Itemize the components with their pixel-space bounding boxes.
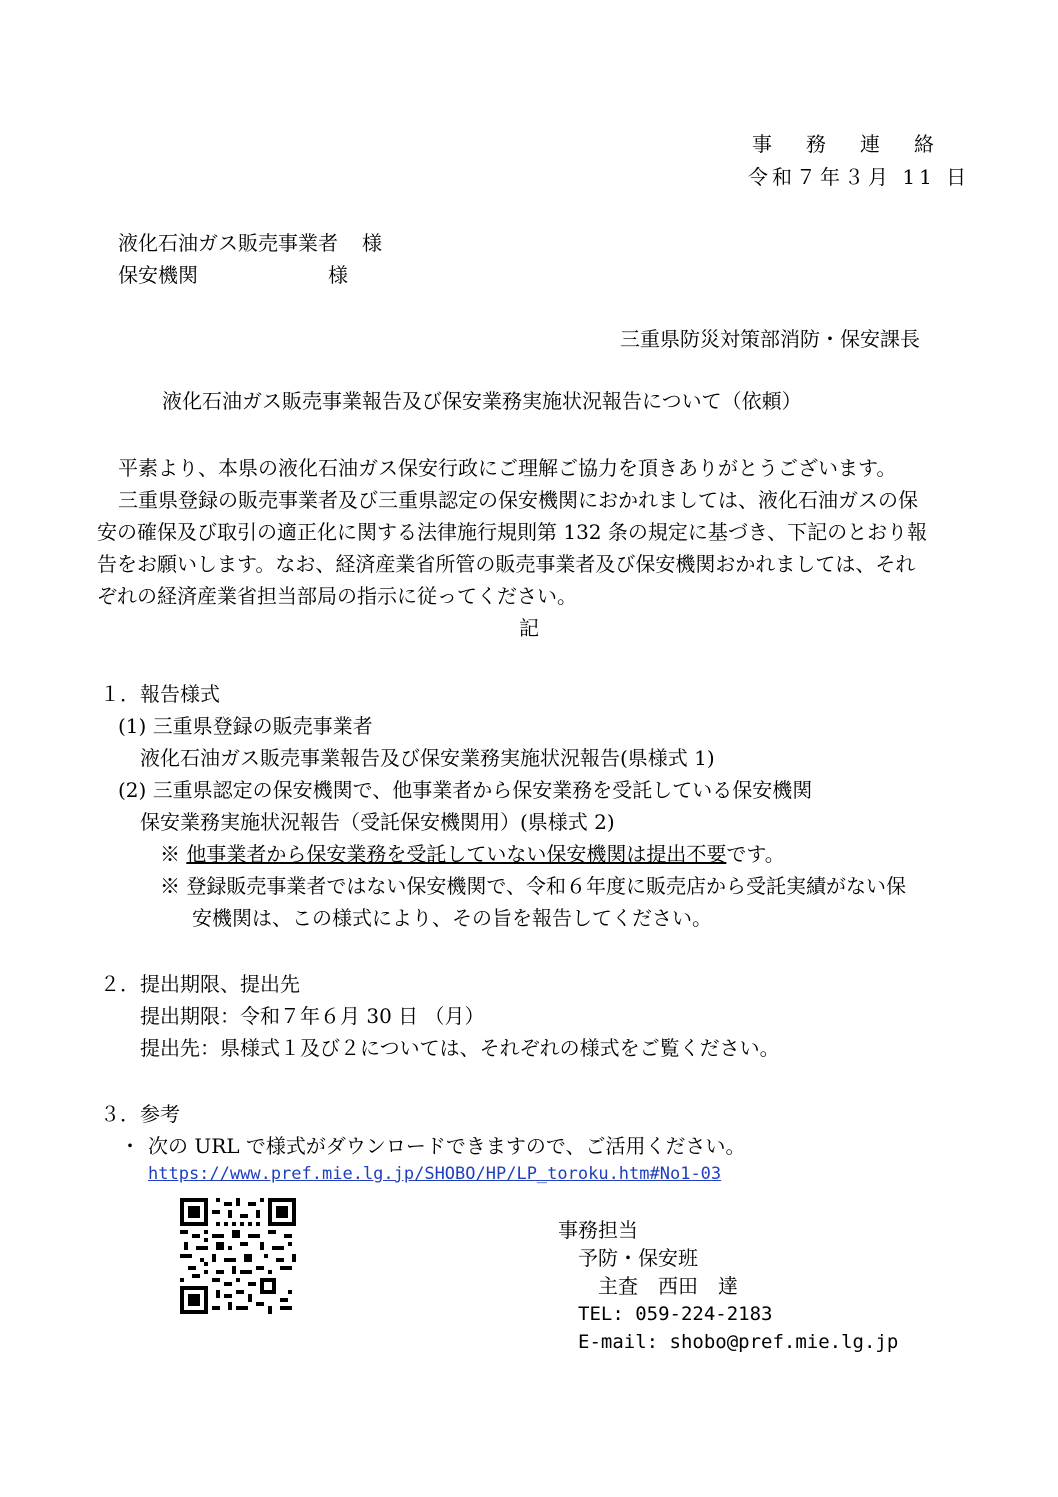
document-title: 液化石油ガス販売事業報告及び保安業務実施状況報告について（依頼） <box>162 389 802 413</box>
qr-code-icon <box>180 1198 296 1314</box>
section1-heading: １．報告様式 <box>100 682 220 706</box>
contact-email[interactable]: E-mail: shobo@pref.mie.lg.jp <box>578 1331 899 1353</box>
section1-item1-detail: 液化石油ガス販売事業報告及び保安業務実施状況報告(県様式 1) <box>140 746 715 770</box>
note1-rest: です。 <box>726 842 785 866</box>
section1-note2 <box>160 872 906 900</box>
addressee-2-name: 保安機関 <box>118 263 198 287</box>
section3-text: 次の URL で様式がダウンロードできますので、ご活用ください。 <box>148 1134 746 1158</box>
section1-item1-label: (1) 三重県登録の販売事業者 <box>118 714 373 738</box>
section1-note2-line2: 安機関は、この様式により、その旨を報告してください。 <box>192 906 712 930</box>
body-line-2: 安の確保及び取引の適正化に関する法律施行規則第 132 条の規定に基づき、下記のとおり報 <box>97 520 928 544</box>
addressee-2 <box>118 261 348 289</box>
section3-bullet-line <box>120 1132 746 1160</box>
section2-deadline: 提出期限：令和７年６月 30 日 （月） <box>140 1004 485 1028</box>
section3-bullet: ・ <box>120 1134 140 1158</box>
sender: 三重県防災対策部消防・保安課長 <box>620 327 920 351</box>
doc-type: 事務連絡 <box>752 132 968 156</box>
contact-tel: TEL: 059-224-2183 <box>578 1303 773 1325</box>
ki-mark: 記 <box>519 616 539 640</box>
section1-note1 <box>160 840 785 868</box>
section2-destination: 提出先：県様式１及び２については、それぞれの様式をご覧ください。 <box>140 1036 780 1060</box>
greeting: 平素より、本県の液化石油ガス保安行政にご理解ご協力を頂きありがとうございます。 <box>118 456 897 480</box>
contact-label: 事務担当 <box>558 1218 638 1242</box>
body-line-4: ぞれの経済産業省担当部局の指示に従ってください。 <box>97 584 577 608</box>
body-line-1: 三重県登録の販売事業者及び三重県認定の保安機関におかれましては、液化石油ガスの保 <box>118 488 918 512</box>
note2-mark: ※ <box>160 874 180 898</box>
section1-item2-detail: 保安業務実施状況報告（受託保安機関用）(県様式 2) <box>140 810 615 834</box>
addressee-2-honorific: 様 <box>328 263 348 287</box>
section2-heading: ２．提出期限、提出先 <box>100 972 300 996</box>
contact-team: 予防・保安班 <box>578 1246 698 1270</box>
section3-heading: ３．参考 <box>100 1102 180 1126</box>
download-url-link[interactable]: https://www.pref.mie.lg.jp/SHOBO/HP/LP_toroku.htm#No1-03 <box>148 1164 722 1184</box>
contact-person: 主査 西田 達 <box>598 1274 738 1298</box>
addressee-1 <box>118 229 382 257</box>
body-line-3: 告をお願いします。なお、経済産業省所管の販売事業者及び保安機関おかれましては、それ <box>97 552 916 576</box>
note1-underlined: 他事業者から保安業務を受託していない保安機関は提出不要 <box>186 842 727 866</box>
addressee-1-name: 液化石油ガス販売事業者 <box>118 231 338 255</box>
section1-item2-label: (2) 三重県認定の保安機関で、他事業者から保安業務を受託している保安機関 <box>118 778 813 802</box>
addressee-1-honorific: 様 <box>362 231 382 255</box>
note2-line1: 登録販売事業者ではない保安機関で、令和６年度に販売店から受託実績がない保 <box>186 874 906 898</box>
note1-mark: ※ <box>160 842 180 866</box>
doc-date: 令和７年３月 11 日 <box>748 165 971 189</box>
